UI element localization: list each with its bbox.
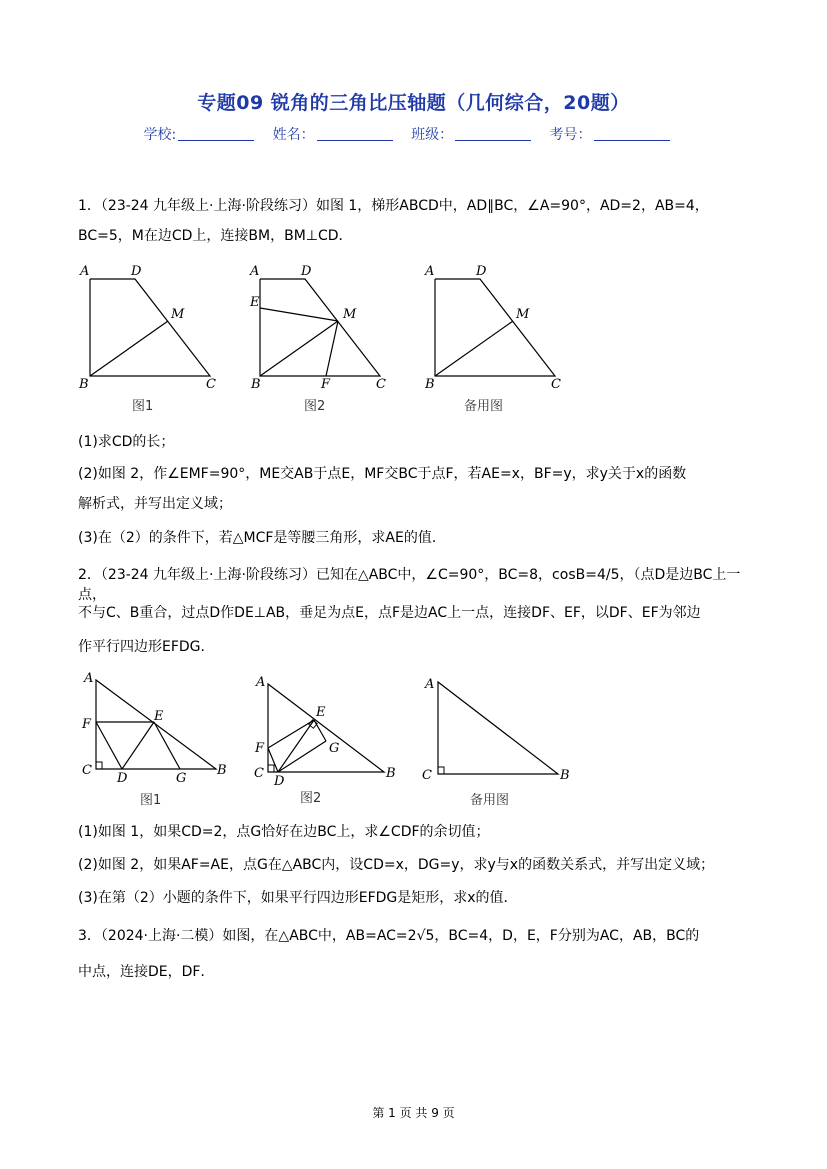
q1f2-label-e: E xyxy=(250,295,260,310)
q2f2-label-g: G xyxy=(329,741,340,756)
q1-stem-line2: BC=5，M在边CD上，连接BM，BM⊥CD． xyxy=(78,228,353,244)
q2f2-label-f: F xyxy=(255,741,265,756)
q3-stem-line2: 中点，连接DE，DF． xyxy=(78,964,215,980)
q1-figure-2 xyxy=(249,264,386,414)
q1f3-label-d: D xyxy=(476,264,487,279)
q2f1-label-f: F xyxy=(82,717,92,732)
q1-figure-1 xyxy=(78,264,216,414)
q1f2-label-d: D xyxy=(301,264,312,279)
q2-figure-3 xyxy=(422,677,570,808)
exam-no-label: 考号： xyxy=(549,127,592,143)
q2f2-label-d: D xyxy=(274,774,285,789)
q1-part1: (1)求CD的长； xyxy=(78,434,175,450)
q2-figure-1 xyxy=(81,671,227,808)
q2f2-label-b: B xyxy=(386,766,396,781)
class-blank xyxy=(455,126,531,141)
q1f2-label-a: A xyxy=(250,264,260,279)
q2-figures xyxy=(70,666,600,816)
q1f1-label-c: C xyxy=(206,377,216,392)
q1f1-label-m: M xyxy=(171,307,185,322)
name-blank xyxy=(317,126,393,141)
q2f1-label-b: B xyxy=(217,763,227,778)
school-blank xyxy=(178,126,254,141)
q1f2-label-f: F xyxy=(321,377,331,392)
q2f3-label-c: C xyxy=(422,768,432,783)
q2f1-label-d: D xyxy=(117,771,128,786)
q2-part3: (3)在第（2）小题的条件下，如果平行四边形EFDG是矩形，求x的值． xyxy=(78,890,518,906)
q2f1-label-c: C xyxy=(82,763,92,778)
q1-stem-line1: 1．（23-24 九年级上·上海·阶段练习）如图 1，梯形ABCD中，AD∥BC，∠A=90°，AD=2，AB=4， xyxy=(78,198,709,214)
q3-stem-line1: 3．（2024·上海·二模）如图，在△ABC中，AB=AC=2√5，BC=4，D，E，F分别为AC，AB，BC的 xyxy=(78,928,700,944)
q1f3-label-m: M xyxy=(516,307,530,322)
q2f1-label-g: G xyxy=(176,771,187,786)
q1f3-label-a: A xyxy=(425,264,435,279)
q1-figure-1-caption: 图1 xyxy=(132,399,154,414)
q2f3-label-a: A xyxy=(425,677,435,692)
q2f1-label-e: E xyxy=(154,709,164,724)
q2-figure-3-caption: 备用图 xyxy=(470,793,510,808)
q1f2-label-c: C xyxy=(376,377,386,392)
q2-figure-2 xyxy=(254,675,396,806)
q1-figure-2-caption: 图2 xyxy=(304,399,326,414)
q2-stem-line1: 2．（23-24 九年级上·上海·阶段练习）已知在△ABC中，∠C=90°，BC=8，cosB=4/5，（点D是边BC上一点， xyxy=(78,567,741,603)
q2f1-label-a: A xyxy=(84,671,94,686)
q1-part2-line2: 解析式，并写出定义域； xyxy=(78,496,232,512)
q2-part1: (1)如图 1，如果CD=2，点G恰好在边BC上，求∠CDF的余切值； xyxy=(78,824,490,840)
q2f2-label-a: A xyxy=(256,675,266,690)
q2-figure-1-caption: 图1 xyxy=(140,793,162,808)
q1f1-label-a: A xyxy=(80,264,90,279)
page-title: 专题09 锐角的三角比压轴题（几何综合，20题） xyxy=(197,92,630,114)
q2-stem-line2: 不与C、B重合，过点D作DE⊥AB，垂足为点E，点F是边AC上一点，连接DF、EF，以DF、EF为邻边 xyxy=(78,605,701,621)
q2-part2: (2)如图 2，如果AF=AE，点G在△ABC内，设CD=x，DG=y，求y与x的函数关系式，并写出定义域； xyxy=(78,857,715,873)
q2f2-label-e: E xyxy=(316,705,326,720)
q1f3-label-c: C xyxy=(551,377,561,392)
q2-stem-line3: 作平行四边形EFDG． xyxy=(78,639,215,655)
q2f3-label-b: B xyxy=(560,768,570,783)
q1f1-label-d: D xyxy=(131,264,142,279)
class-label: 班级： xyxy=(411,127,454,143)
q1-figure-3 xyxy=(424,264,561,414)
q1f3-label-b: B xyxy=(425,377,435,392)
page-footer: 第 1 页 共 9 页 xyxy=(372,1106,455,1120)
q1-part2-line1: (2)如图 2，作∠EMF=90°，ME交AB于点E，MF交BC于点F，若AE=x，BF=y，求y关于x的函数 xyxy=(78,466,687,482)
student-info-row xyxy=(0,124,827,144)
exam-no-blank xyxy=(594,126,670,141)
q1f2-label-b: B xyxy=(251,377,261,392)
q1f1-label-b: B xyxy=(79,377,89,392)
q1-figure-3-caption: 备用图 xyxy=(464,399,504,414)
q1f2-label-m: M xyxy=(343,307,357,322)
name-label: 姓名： xyxy=(272,127,315,143)
q1-figures xyxy=(70,256,590,416)
school-label: 学校: xyxy=(143,127,177,143)
q1-part3: (3)在（2）的条件下，若△MCF是等腰三角形，求AE的值． xyxy=(78,530,446,546)
q2-figure-2-caption: 图2 xyxy=(300,791,322,806)
q2f2-label-c: C xyxy=(254,766,264,781)
